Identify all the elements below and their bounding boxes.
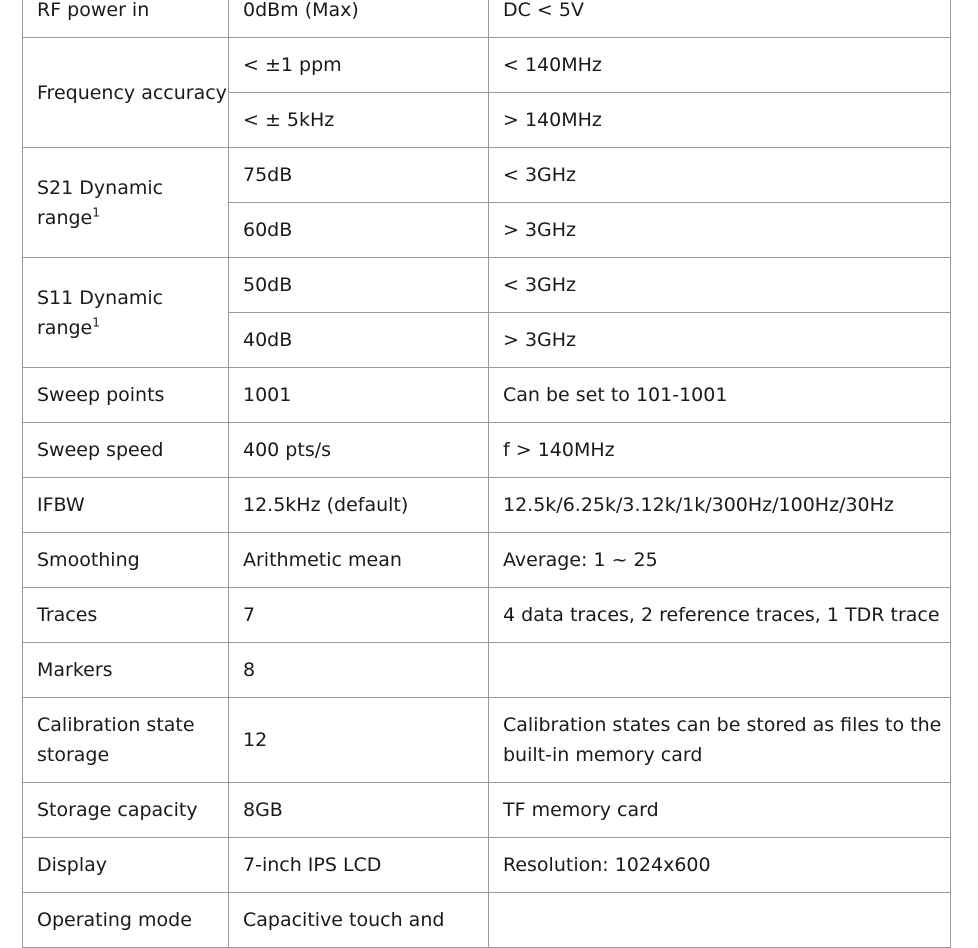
row-label [23, 148, 229, 258]
row-label: Sweep points [23, 368, 229, 423]
row-label-text: S21 Dynamic range [37, 176, 164, 229]
row-value: 60dB [229, 203, 489, 258]
table-row [23, 38, 951, 93]
row-value: 12 [229, 698, 489, 783]
row-value: 1001 [229, 368, 489, 423]
table-row [23, 698, 951, 783]
row-label: Smoothing [23, 533, 229, 588]
row-label: Display [23, 838, 229, 893]
row-value: Arithmetic mean [229, 533, 489, 588]
row-value: 0dBm (Max) [229, 0, 489, 38]
row-label: RF power in [23, 0, 229, 38]
row-value: 8GB [229, 783, 489, 838]
table-row [23, 893, 951, 948]
row-note: < 3GHz [489, 258, 951, 313]
table-row [23, 258, 951, 313]
table-row [23, 148, 951, 203]
row-value: 12.5kHz (default) [229, 478, 489, 533]
row-label: Frequency accuracy [23, 38, 229, 148]
row-value: Capacitive touch and [229, 893, 489, 948]
row-value: < ± 5kHz [229, 93, 489, 148]
row-note: TF memory card [489, 783, 951, 838]
row-note [489, 643, 951, 698]
row-note: < 140MHz [489, 38, 951, 93]
row-note: > 3GHz [489, 203, 951, 258]
table-row [23, 838, 951, 893]
row-value: 75dB [229, 148, 489, 203]
row-value: 40dB [229, 313, 489, 368]
table-body [23, 0, 951, 948]
row-value: 7 [229, 588, 489, 643]
table-row [23, 423, 951, 478]
table-row [23, 643, 951, 698]
row-note: 4 data traces, 2 reference traces, 1 TDR trace [489, 588, 951, 643]
row-value: 400 pts/s [229, 423, 489, 478]
row-note: DC < 5V [489, 0, 951, 38]
table-row [23, 0, 951, 38]
specification-table [22, 0, 951, 948]
row-value: 50dB [229, 258, 489, 313]
row-value: < ±1 ppm [229, 38, 489, 93]
row-label: IFBW [23, 478, 229, 533]
table-row [23, 533, 951, 588]
table-row [23, 368, 951, 423]
row-label: Operating mode [23, 893, 229, 948]
row-label: Calibration state storage [23, 698, 229, 783]
row-note: > 3GHz [489, 313, 951, 368]
row-note: > 140MHz [489, 93, 951, 148]
row-label-footnote: 1 [92, 315, 100, 330]
row-note: Calibration states can be stored as files to the built-in memory card [489, 698, 951, 783]
row-label: Sweep speed [23, 423, 229, 478]
table-row [23, 478, 951, 533]
row-note: < 3GHz [489, 148, 951, 203]
row-value: 7-inch IPS LCD [229, 838, 489, 893]
row-note: 12.5k/6.25k/3.12k/1k/300Hz/100Hz/30Hz [489, 478, 951, 533]
row-label [23, 258, 229, 368]
row-note: f > 140MHz [489, 423, 951, 478]
row-label-footnote: 1 [92, 205, 100, 220]
row-label-text: S11 Dynamic range [37, 286, 164, 339]
row-label: Markers [23, 643, 229, 698]
row-note: Resolution: 1024x600 [489, 838, 951, 893]
table-row [23, 588, 951, 643]
table-row [23, 783, 951, 838]
row-note: Average: 1 ~ 25 [489, 533, 951, 588]
row-note: Can be set to 101-1001 [489, 368, 951, 423]
row-label: Traces [23, 588, 229, 643]
row-label: Storage capacity [23, 783, 229, 838]
row-value: 8 [229, 643, 489, 698]
row-note [489, 893, 951, 948]
